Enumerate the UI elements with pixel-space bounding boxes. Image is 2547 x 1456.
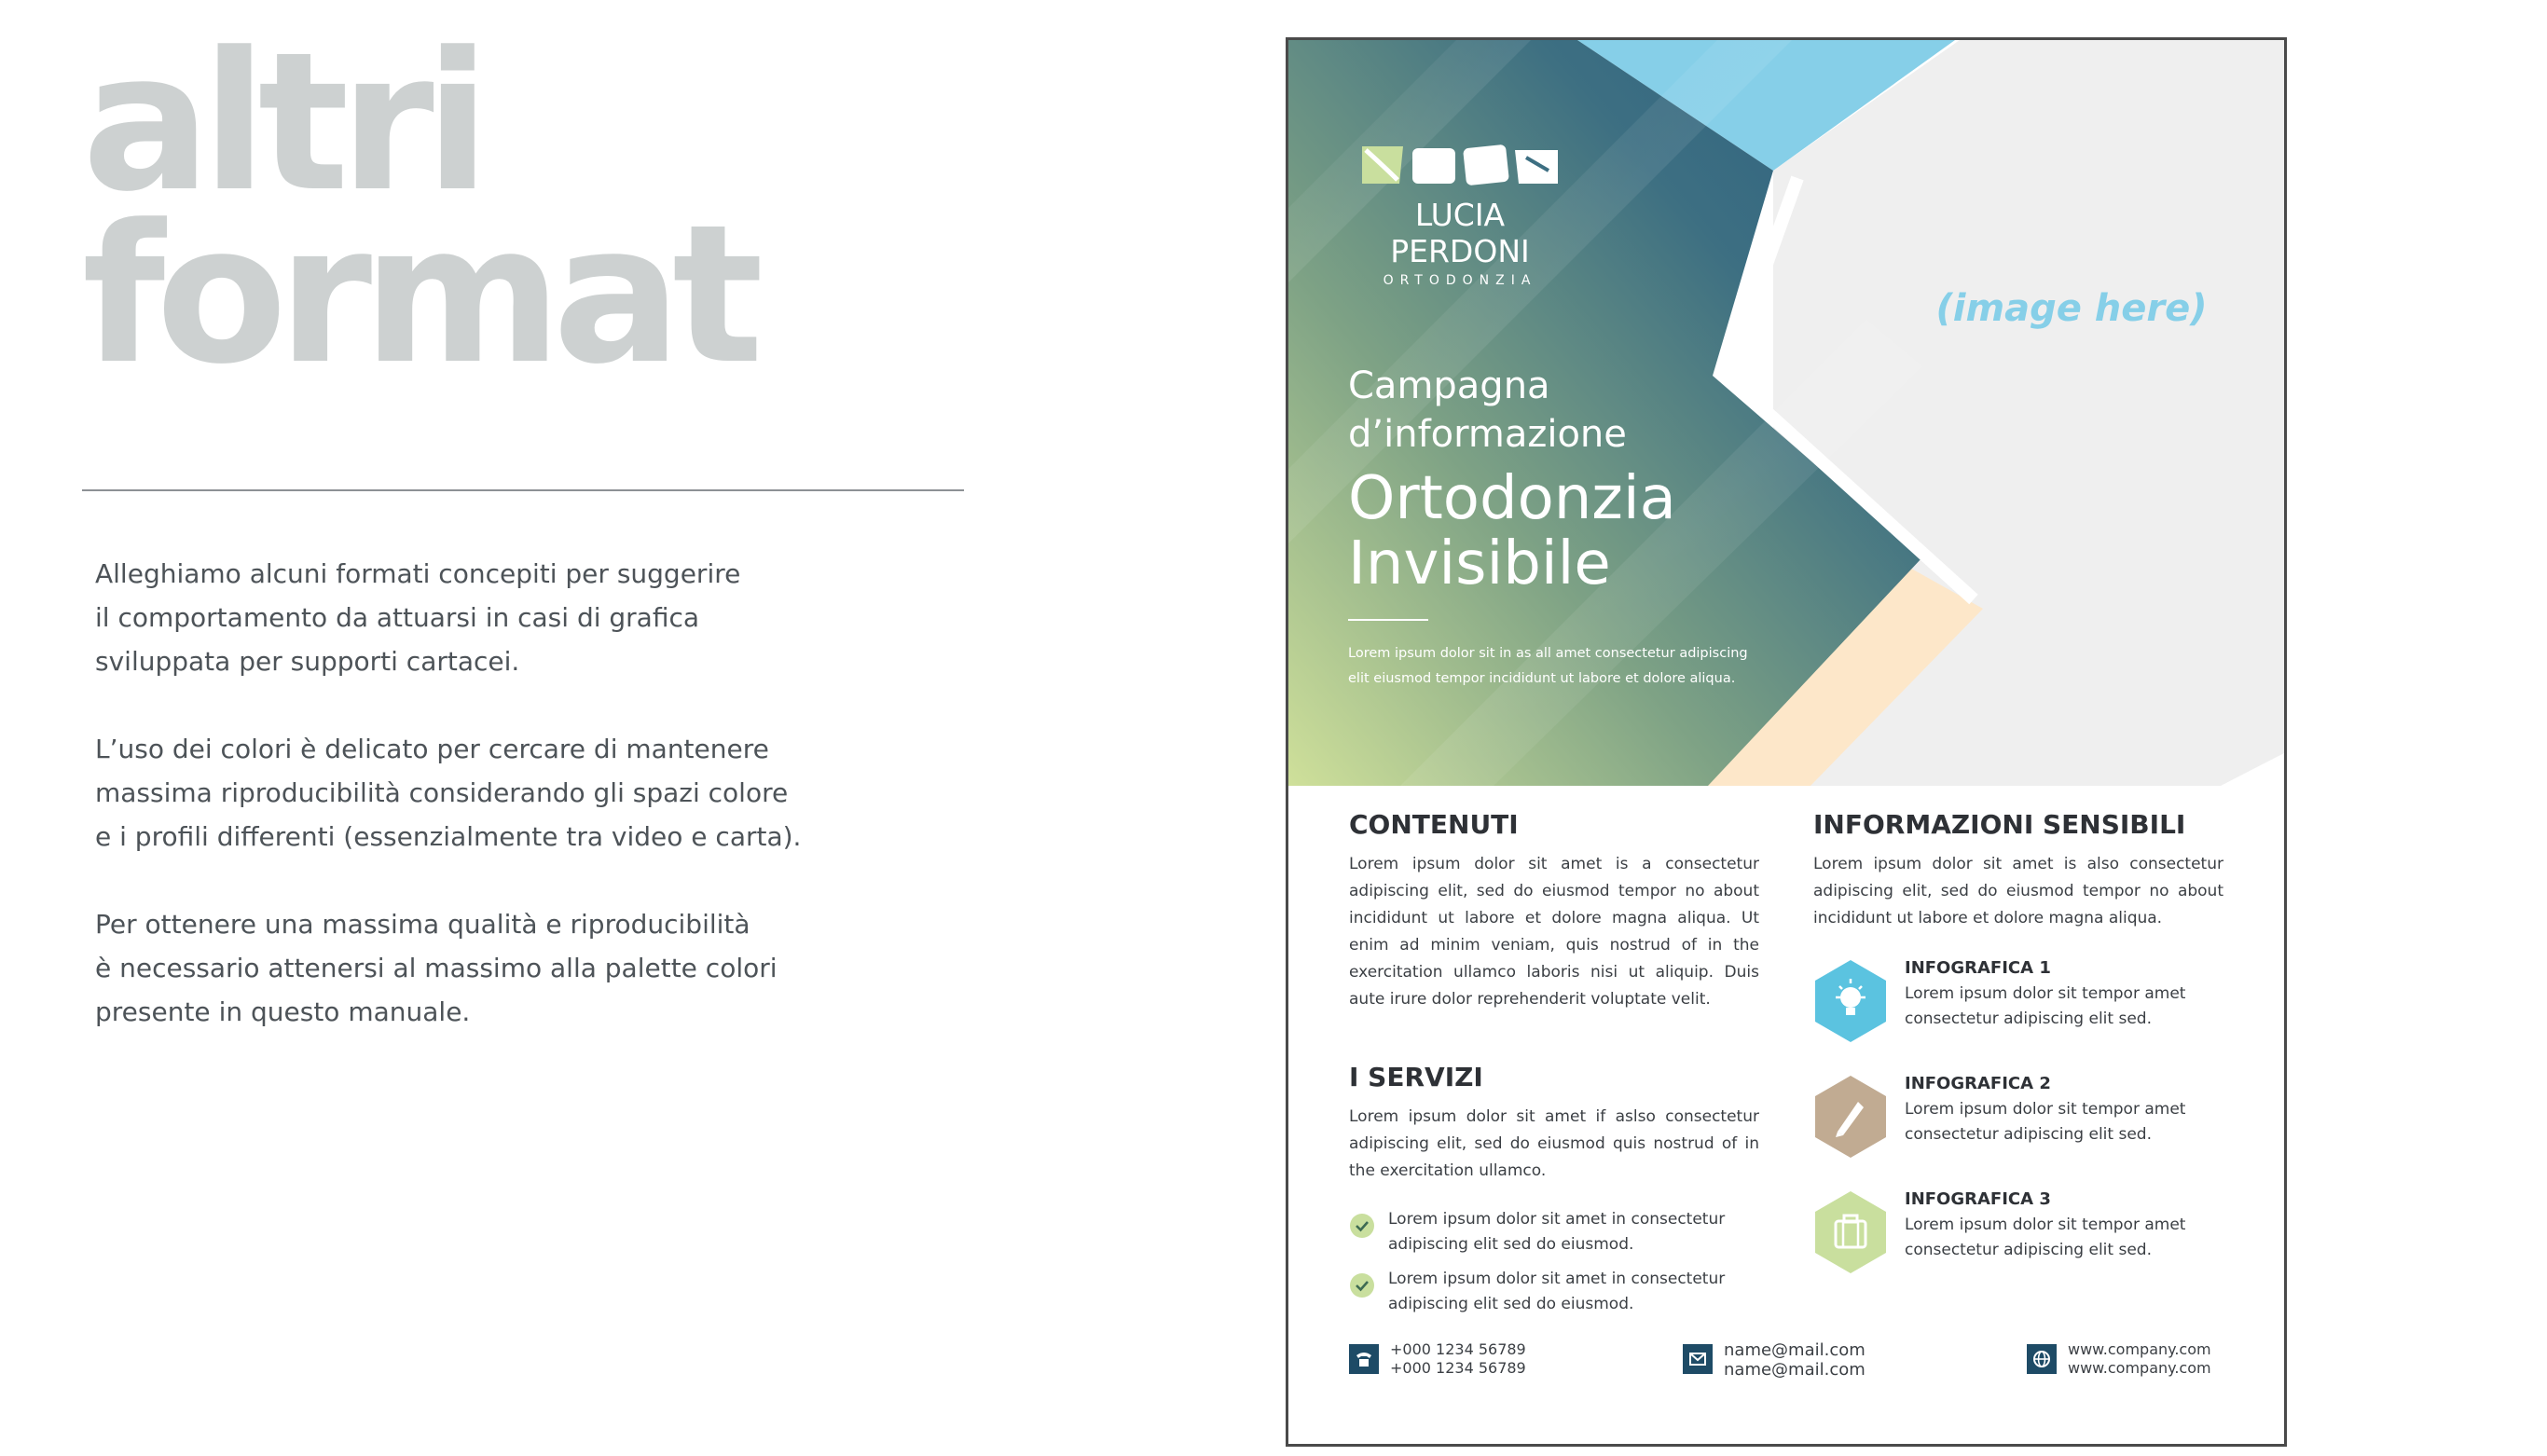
phone-icon [1349, 1344, 1379, 1374]
divider [82, 489, 964, 491]
globe-icon [2027, 1344, 2057, 1374]
brand-name: LUCIA PERDONI [1390, 197, 1530, 269]
infographic-text: Lorem ipsum dolor sit tempor amet consectetur adipiscing elit sed. [1905, 1100, 2186, 1144]
hero-text [1348, 362, 1833, 692]
brand-logo-block [1357, 143, 1563, 288]
pen-icon [1813, 1074, 1888, 1160]
suitcase-icon [1813, 1189, 1888, 1275]
list-item-text: Lorem ipsum dolor sit amet in consectetur adipiscing elit sed do eiusmod. [1388, 1270, 1726, 1313]
flyer-mockup [1286, 37, 2287, 1447]
page-title-line2: format [82, 184, 755, 406]
page-title [82, 12, 755, 406]
intro-paragraph: L’uso dei colori è delicato per cercare di mantenere massima riproducibilità considerando gli spazi colore e i profili differenti (essenzialmente tra video e carta). [95, 734, 802, 852]
servizi-text: Lorem ipsum dolor sit amet if aslso consectetur adipiscing elit, sed do eiusmod quis nostrud of in the exercitation ullamco. [1349, 1107, 1759, 1180]
email-address: name@mail.com [1724, 1360, 1866, 1380]
image-placeholder-label: (image here) [1935, 287, 2208, 330]
infographic-item [1813, 1074, 2223, 1184]
website-url: www.company.com [2068, 1340, 2211, 1358]
list-item [1349, 1267, 1759, 1317]
check-icon [1349, 1272, 1375, 1298]
hero-title-line1: Ortodonzia [1348, 464, 1676, 533]
contenuti-text: Lorem ipsum dolor sit amet is a consectetur adipiscing elit, sed do eiusmod tempor no about incididunt ut labore et dolore magna aliqua. Ut enim ad minim veniam, quis nostrud of in the exercitation ullamco laboris nisi ut aliquip. Duis aute irure dolor reprehenderit voluptate velit. [1349, 855, 1759, 1009]
list-item [1349, 1207, 1759, 1257]
infographic-item [1813, 958, 2223, 1068]
right-column [1813, 809, 2223, 1299]
infographic-title: INFOGRAFICA 2 [1905, 1074, 2051, 1093]
hero-underline [1348, 619, 1428, 621]
intro-text [95, 552, 934, 1078]
hero-description: Lorem ipsum dolor sit in as all amet consectetur adipiscing elit eiusmod tempor incididunt ut labore et dolore aliqua. [1348, 646, 1748, 686]
informazioni-heading: INFORMAZIONI SENSIBILI [1813, 809, 2186, 840]
informazioni-text: Lorem ipsum dolor sit amet is also consectetur adipiscing elit, sed do eiusmod tempor no about incididunt ut labore et dolore magna aliqua. [1813, 855, 2223, 927]
email-address: name@mail.com [1724, 1340, 1866, 1360]
brand-subtitle: ORTODONZIA [1383, 273, 1537, 288]
website-url: www.company.com [2068, 1359, 2211, 1377]
infographic-title: INFOGRAFICA 1 [1905, 958, 2051, 978]
servizi-heading: I SERVIZI [1349, 1062, 1483, 1092]
lightbulb-icon [1813, 958, 1888, 1044]
check-icon [1349, 1213, 1375, 1239]
mail-icon [1683, 1344, 1713, 1374]
page-title-line1: altri [82, 12, 481, 234]
hero-title-line2: Invisibile [1348, 529, 1611, 598]
intro-paragraph: Alleghiamo alcuni formati concepiti per suggerire il comportamento da attuarsi in casi di grafica sviluppata per supporti cartacei. [95, 558, 741, 677]
phone-number: +000 1234 56789 [1390, 1340, 1526, 1358]
left-column [1349, 809, 1759, 1317]
list-item-text: Lorem ipsum dolor sit amet in consectetur adipiscing elit sed do eiusmod. [1388, 1210, 1726, 1254]
contenuti-heading: CONTENUTI [1349, 809, 1519, 840]
hero-kicker: Campagna [1348, 364, 1550, 407]
teeth-logo-icon [1360, 143, 1560, 191]
infographic-text: Lorem ipsum dolor sit tempor amet consectetur adipiscing elit sed. [1905, 984, 2186, 1028]
intro-paragraph: Per ottenere una massima qualità e riproducibilità è necessario attenersi al massimo alla palette colori presente in questo manuale. [95, 909, 778, 1027]
hero-kicker: d’informazione [1348, 413, 1627, 456]
infographic-text: Lorem ipsum dolor sit tempor amet consectetur adipiscing elit sed. [1905, 1216, 2186, 1259]
infographic-title: INFOGRAFICA 3 [1905, 1189, 2051, 1209]
phone-number: +000 1234 56789 [1390, 1359, 1526, 1377]
infographic-item [1813, 1189, 2223, 1299]
hero-title [1348, 466, 1833, 597]
